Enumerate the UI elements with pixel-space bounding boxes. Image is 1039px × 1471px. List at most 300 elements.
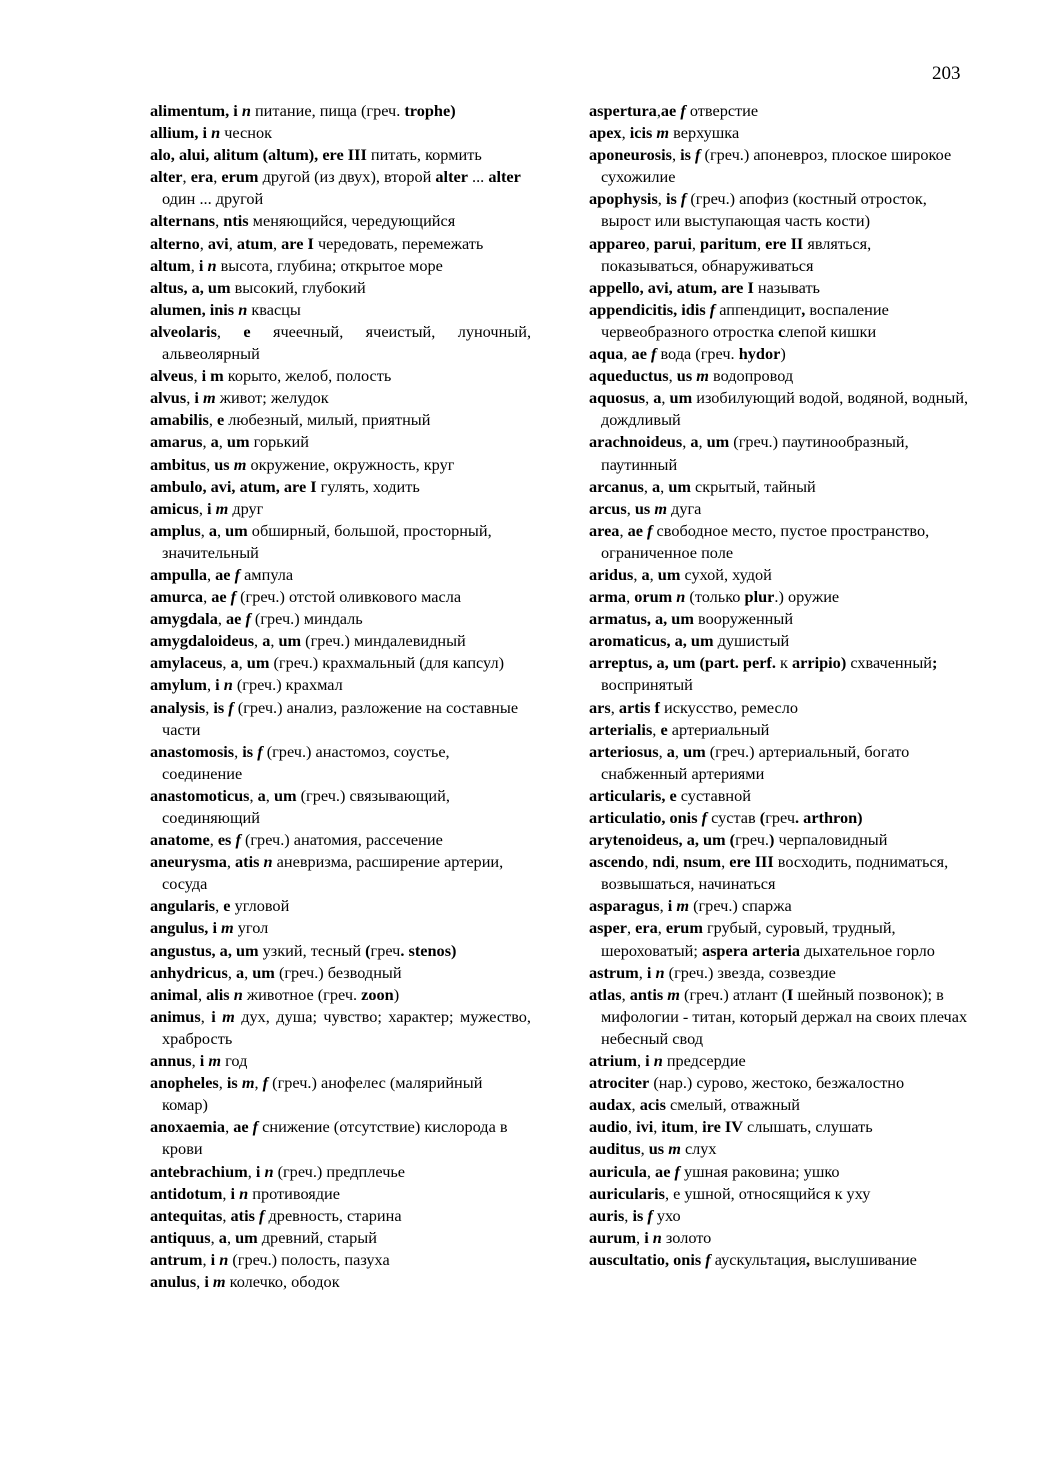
entry-latin-term: anatome bbox=[150, 830, 210, 850]
entry-text: чередовать, перемежать bbox=[313, 233, 484, 253]
entry-text: высота, глубина; открытое море bbox=[216, 255, 443, 275]
dictionary-entry bbox=[589, 1072, 970, 1094]
entry-text: грубый, суровый, трудный, шероховатый; bbox=[601, 918, 896, 960]
entry-latin-term: n bbox=[676, 587, 686, 607]
entry-text: , bbox=[254, 631, 263, 651]
entry-latin-term: alveolaris bbox=[150, 321, 217, 341]
entry-text: ( bbox=[679, 984, 690, 1004]
entry-text: ( bbox=[268, 1073, 278, 1093]
entry-latin-term: m bbox=[202, 388, 216, 408]
entry-text: угловой bbox=[230, 896, 290, 916]
entry-text: восходить, подниматься, возвышаться, начинаться bbox=[601, 852, 949, 894]
entry-latin-term: arachnoideus bbox=[589, 432, 683, 452]
dictionary-entry bbox=[589, 1116, 970, 1138]
entry-latin-term: antiquus bbox=[150, 1227, 211, 1247]
entry-text: отверстие bbox=[685, 101, 759, 120]
entry-text: золото bbox=[661, 1227, 712, 1247]
dictionary-entry bbox=[589, 299, 970, 343]
left-column bbox=[150, 100, 531, 1293]
entry-latin-term: plur bbox=[744, 587, 775, 607]
entry-text: , bbox=[254, 1073, 263, 1093]
entry-latin-term: animal bbox=[150, 984, 198, 1004]
entry-latin-term: alternans bbox=[150, 211, 216, 231]
entry-text: , bbox=[626, 498, 635, 518]
entry-latin-term: f bbox=[259, 1205, 265, 1225]
entry-latin-term: i m bbox=[201, 366, 224, 386]
entry-latin-term: n bbox=[238, 299, 248, 319]
entry-latin-term: f bbox=[257, 741, 263, 761]
dictionary-entry bbox=[589, 122, 970, 144]
entry-text: воспаление червеобразного отростка bbox=[601, 299, 889, 341]
entry-latin-term: f bbox=[252, 1117, 259, 1137]
entry-latin-term: i bbox=[194, 388, 203, 408]
entry-text: ухо bbox=[652, 1205, 681, 1225]
entry-text: животное (греч. bbox=[242, 984, 362, 1004]
entry-text: меняющийся, чередующийся bbox=[248, 211, 456, 231]
entry-text: древность, старина bbox=[264, 1205, 402, 1225]
entry-latin-term: is bbox=[226, 1073, 242, 1093]
dictionary-entry bbox=[589, 984, 970, 1050]
dictionary-entry bbox=[150, 122, 531, 144]
entry-text: , bbox=[636, 1051, 646, 1071]
entry-latin-term: i bbox=[215, 675, 224, 695]
dictionary-entry bbox=[150, 409, 531, 431]
entry-latin-term: ivi bbox=[636, 1117, 654, 1137]
entry-latin-term: amplus bbox=[150, 520, 201, 540]
entry-latin-term: atlas bbox=[589, 984, 622, 1004]
entry-latin-term: ; bbox=[932, 653, 938, 673]
entry-latin-term: m bbox=[696, 366, 709, 386]
entry-latin-term: f bbox=[245, 609, 251, 629]
entry-latin-term: area bbox=[589, 520, 620, 540]
entry-latin-term: arterialis bbox=[589, 719, 653, 739]
entry-text: снижение (отсутствие) кислорода в крови bbox=[162, 1117, 508, 1159]
dictionary-entry bbox=[589, 719, 970, 741]
entry-latin-term: m bbox=[222, 1006, 235, 1026]
entry-text: узкий, тесный bbox=[258, 940, 366, 960]
entry-latin-term: atis bbox=[230, 1205, 260, 1225]
entry-latin-term: f bbox=[262, 1073, 269, 1093]
entry-latin-term: i bbox=[230, 1183, 240, 1203]
entry-text: , bbox=[682, 432, 691, 452]
entry-latin-term: a bbox=[652, 476, 661, 496]
dictionary-entry bbox=[150, 1249, 531, 1271]
entry-latin-term: anastomoticus bbox=[150, 785, 250, 805]
entry-latin-term: um bbox=[225, 520, 248, 540]
entry-text: ( bbox=[664, 962, 675, 982]
entry-text: , bbox=[206, 454, 215, 474]
entry-latin-term: amylum bbox=[150, 675, 207, 695]
entry-latin-term: apex bbox=[589, 123, 622, 143]
dictionary-entry bbox=[589, 829, 970, 851]
entry-text: , bbox=[671, 145, 681, 165]
entry-text: питание, пища (греч. bbox=[250, 101, 405, 120]
entry-text: артериальный bbox=[667, 719, 770, 739]
entry-latin-term: icis bbox=[629, 123, 657, 143]
dictionary-entry bbox=[589, 100, 970, 122]
entry-text: , bbox=[200, 520, 209, 540]
dictionary-entry bbox=[150, 144, 531, 166]
entry-latin-term: aponeurosis bbox=[589, 145, 672, 165]
entry-latin-term: era bbox=[635, 918, 658, 938]
entry-latin-term: is bbox=[213, 697, 229, 717]
dictionary-entry bbox=[589, 144, 970, 188]
entry-text: противоядие bbox=[248, 1183, 340, 1203]
dictionary-entry bbox=[589, 652, 970, 696]
dictionary-entry bbox=[150, 387, 531, 409]
entry-text: , bbox=[652, 719, 661, 739]
entry-text: ( bbox=[228, 1249, 238, 1269]
entry-text: , bbox=[638, 962, 647, 982]
entry-text: дуга bbox=[666, 498, 702, 518]
entry-latin-term: altus, a, um bbox=[150, 277, 231, 297]
entry-text: гулять, ходить bbox=[316, 476, 420, 496]
entry-latin-term: us bbox=[676, 366, 697, 386]
entry-latin-term: auscultatio, onis bbox=[589, 1249, 706, 1269]
entry-latin-term: antequitas bbox=[150, 1205, 223, 1225]
entry-text: , bbox=[218, 1073, 227, 1093]
entry-latin-term: i bbox=[667, 896, 677, 916]
entry-text: греч.) крахмал bbox=[242, 675, 343, 695]
entry-text: , bbox=[270, 631, 279, 651]
entry-latin-term: articulatio, onis bbox=[589, 808, 702, 827]
entry-text: слух bbox=[680, 1139, 717, 1159]
entry-latin-term: um bbox=[273, 785, 297, 805]
entry-latin-term: animus bbox=[150, 1006, 201, 1026]
entry-latin-term: auricula bbox=[589, 1161, 647, 1181]
entry-latin-term: amabilis bbox=[150, 410, 209, 430]
entry-text: греч.) анофелес (малярийный комар) bbox=[162, 1073, 483, 1115]
entry-latin-term: f bbox=[680, 101, 686, 120]
entry-latin-term: i bbox=[645, 1051, 654, 1071]
entry-text: к bbox=[775, 653, 792, 673]
entry-text: , bbox=[207, 564, 216, 584]
entry-text: дух, душа; чувство; характер; мужество, храбрость bbox=[162, 1006, 531, 1048]
entry-latin-term: audio bbox=[589, 1117, 628, 1137]
entry-latin-term: nsum bbox=[683, 852, 722, 872]
entry-text: , bbox=[225, 1117, 234, 1137]
entry-latin-term: n bbox=[233, 984, 243, 1004]
dictionary-entry bbox=[150, 1161, 531, 1183]
entry-latin-term: um bbox=[278, 631, 302, 651]
entry-latin-term: antis bbox=[629, 984, 668, 1004]
dictionary-entry bbox=[150, 1183, 531, 1205]
entry-latin-term: aromaticus, a, um bbox=[589, 631, 714, 651]
entry-latin-term: antebrachium bbox=[150, 1161, 248, 1181]
entry-latin-term: ambulo, avi, atum, are I bbox=[150, 476, 317, 496]
dictionary-entry bbox=[150, 630, 531, 652]
entry-text: (греч.) миндалевидный bbox=[301, 631, 466, 651]
entry-latin-term: arcanus bbox=[589, 476, 644, 496]
entry-latin-term: aneurysma bbox=[150, 852, 227, 872]
entry-text: называть bbox=[753, 277, 820, 297]
entry-text: окружение, окружность, круг bbox=[246, 454, 455, 474]
entry-text: , bbox=[197, 984, 207, 1004]
entry-text: , bbox=[624, 1205, 633, 1225]
entry-text: питать, кормить bbox=[366, 145, 482, 165]
entry-text: ... bbox=[467, 167, 489, 187]
dictionary-entry bbox=[589, 851, 970, 895]
entry-latin-term: arteriosus bbox=[589, 741, 659, 761]
entry-latin-term: alter bbox=[435, 167, 468, 187]
entry-text: , bbox=[644, 852, 653, 872]
entry-latin-term: amylaceus bbox=[150, 653, 223, 673]
entry-latin-term: n bbox=[652, 1227, 662, 1247]
entry-text: ( bbox=[689, 896, 699, 916]
entry-text: обширный, большой, просторный, значительный bbox=[162, 520, 492, 562]
dictionary-entry bbox=[150, 498, 531, 520]
entry-latin-term: ascendo bbox=[589, 852, 645, 872]
entry-latin-term: era bbox=[190, 167, 214, 187]
dictionary-entry bbox=[150, 851, 531, 895]
entry-text: , bbox=[653, 1117, 662, 1137]
entry-latin-term: f bbox=[701, 808, 708, 827]
entry-latin-term: i bbox=[646, 962, 656, 982]
entry-text: греч.) полость, пазуха bbox=[237, 1249, 390, 1269]
entry-latin-term: a bbox=[653, 388, 662, 408]
dictionary-entry bbox=[589, 1205, 970, 1227]
entry-latin-term: n bbox=[211, 123, 221, 143]
entry-latin-term: atrociter bbox=[589, 1073, 650, 1093]
dictionary-entry bbox=[589, 188, 970, 232]
dictionary-entry bbox=[150, 697, 531, 741]
entry-latin-term: erum bbox=[221, 167, 259, 187]
entry-latin-term: f bbox=[647, 520, 653, 540]
dictionary-entry bbox=[150, 741, 531, 785]
entry-text: , bbox=[215, 211, 224, 231]
entry-latin-term: arreptus, a, um (part. perf. bbox=[589, 653, 776, 673]
entry-text: только bbox=[694, 587, 745, 607]
entry-latin-term: a bbox=[218, 1227, 227, 1247]
dictionary-entry bbox=[589, 962, 970, 984]
entry-latin-term: m bbox=[215, 498, 229, 518]
entry-text: черпаловидный bbox=[774, 830, 888, 850]
entry-latin-term: ampulla bbox=[150, 564, 208, 584]
entry-text: , bbox=[619, 520, 628, 540]
entry-latin-term: itum bbox=[661, 1117, 694, 1137]
dictionary-entry bbox=[589, 1094, 970, 1116]
dictionary-entry bbox=[150, 962, 531, 984]
dictionary-entry bbox=[589, 476, 970, 498]
entry-text: , bbox=[610, 697, 619, 717]
entry-latin-term: amygdaloideus bbox=[150, 631, 255, 651]
dictionary-entry bbox=[150, 1271, 531, 1293]
entry-text: ( bbox=[273, 1161, 283, 1181]
entry-latin-term: m bbox=[656, 123, 670, 143]
dictionary-entry bbox=[589, 785, 970, 807]
dictionary-entry bbox=[150, 210, 531, 232]
entry-text: , bbox=[721, 852, 730, 872]
entry-latin-term: m bbox=[233, 454, 247, 474]
entry-latin-term: um bbox=[252, 962, 275, 982]
entry-latin-term: aqua bbox=[589, 344, 624, 364]
entry-latin-term: auditus bbox=[589, 1139, 641, 1159]
entry-latin-term: ae bbox=[627, 520, 648, 540]
entry-latin-term: analysis bbox=[150, 697, 206, 717]
entry-latin-term: ntis bbox=[223, 211, 249, 231]
dictionary-entry bbox=[150, 1072, 531, 1116]
entry-latin-term: artis f bbox=[618, 697, 660, 717]
dictionary-entry bbox=[589, 233, 970, 277]
dictionary-entry bbox=[589, 431, 970, 475]
dictionary-entry bbox=[150, 1205, 531, 1227]
entry-text: , bbox=[202, 1249, 211, 1269]
entry-latin-term: anulus bbox=[150, 1271, 197, 1291]
entry-latin-term: n bbox=[263, 852, 273, 872]
entry-latin-term: alter bbox=[488, 167, 521, 187]
entry-latin-term: audax bbox=[589, 1095, 632, 1115]
entry-text: , bbox=[226, 1227, 236, 1247]
entry-latin-term: a bbox=[230, 653, 239, 673]
dictionary-entry bbox=[150, 1116, 531, 1160]
entry-latin-term: anhydricus bbox=[150, 962, 228, 982]
entry-text: выслушивание bbox=[810, 1249, 917, 1269]
entry-text: (греч.) миндаль bbox=[250, 609, 363, 629]
entry-text: , bbox=[698, 432, 707, 452]
dictionary-entry bbox=[589, 520, 970, 564]
entry-latin-term: m bbox=[667, 984, 680, 1004]
entry-text: , bbox=[209, 830, 218, 850]
entry-latin-term: um bbox=[235, 1227, 258, 1247]
entry-latin-term: atis bbox=[235, 852, 264, 872]
entry-text: аускультация bbox=[710, 1249, 807, 1269]
entry-text: греч.) спаржа bbox=[698, 896, 792, 916]
entry-latin-term: acis bbox=[639, 1095, 666, 1115]
dictionary-entry bbox=[150, 233, 531, 255]
entry-latin-term: amurca bbox=[150, 587, 204, 607]
entry-text: водопровод bbox=[708, 366, 794, 386]
entry-text: любезный, милый, приятный bbox=[224, 410, 431, 430]
entry-latin-term: paritum bbox=[700, 233, 757, 253]
entry-latin-term: aurum bbox=[589, 1227, 637, 1247]
entry-text: , bbox=[656, 101, 661, 120]
entry-latin-term: astrum bbox=[589, 962, 639, 982]
entry-latin-term: avi bbox=[207, 233, 229, 253]
entry-text: аппендицит bbox=[715, 299, 802, 319]
entry-latin-term: i bbox=[644, 1227, 653, 1247]
dictionary-entry bbox=[589, 277, 970, 299]
entry-latin-term: anoxaemia bbox=[150, 1117, 226, 1137]
dictionary-entry bbox=[150, 829, 531, 851]
entry-latin-term: appendicitis, idis bbox=[589, 299, 710, 319]
entry-text: , bbox=[234, 741, 243, 761]
entry-latin-term: zoon bbox=[361, 984, 394, 1004]
entry-text: греч.) предплечье bbox=[283, 1161, 406, 1181]
entry-latin-term: m bbox=[212, 1271, 226, 1291]
dictionary-entry bbox=[589, 1161, 970, 1183]
entry-latin-term: i bbox=[211, 1006, 223, 1026]
entry-text: , bbox=[198, 498, 207, 518]
entry-latin-term: с bbox=[778, 321, 786, 341]
entry-text: (греч.) крахмальный (для капсул) bbox=[269, 653, 505, 673]
entry-latin-term: ) bbox=[768, 830, 775, 850]
entry-latin-term: ambitus bbox=[150, 454, 207, 474]
entry-latin-term: , bbox=[806, 1249, 811, 1269]
entry-text: греч.) атлант ( bbox=[689, 984, 788, 1004]
entry-latin-term: m bbox=[241, 1073, 255, 1093]
entry-latin-term: aquosus bbox=[589, 388, 646, 408]
entry-latin-term: i bbox=[255, 1161, 265, 1181]
entry-text: , bbox=[238, 653, 247, 673]
entry-latin-term: atum bbox=[236, 233, 274, 253]
entry-text: квасцы bbox=[247, 299, 301, 319]
entry-text: вода (греч. bbox=[656, 344, 739, 364]
entry-text: , bbox=[657, 189, 666, 209]
entry-text: , bbox=[222, 1183, 231, 1203]
entry-text: ( bbox=[232, 675, 243, 695]
entry-text: лепой кишки bbox=[785, 321, 877, 341]
entry-latin-term: n bbox=[264, 1161, 274, 1181]
entry-text: , bbox=[621, 123, 630, 143]
entry-latin-term: f bbox=[647, 1205, 653, 1225]
entry-text: , bbox=[215, 896, 224, 916]
dictionary-entry bbox=[589, 630, 970, 652]
entry-latin-term: f bbox=[650, 344, 657, 364]
entry-latin-term: asparagus bbox=[589, 896, 660, 916]
dictionary-entry bbox=[150, 431, 531, 453]
dictionary-entry bbox=[589, 1183, 970, 1205]
entry-text: слышать, слушать bbox=[742, 1117, 873, 1137]
entry-latin-term: n bbox=[239, 1183, 249, 1203]
entry-latin-term: f bbox=[705, 1249, 711, 1269]
entry-text: изобилующий водой, водяной, водный, дождливый bbox=[601, 388, 969, 430]
dictionary-entry bbox=[589, 807, 970, 829]
entry-text: , bbox=[633, 564, 642, 584]
entry-latin-term: e bbox=[216, 410, 225, 430]
entry-latin-term: aqueductus bbox=[589, 366, 669, 386]
entry-text: греч bbox=[370, 940, 401, 960]
entry-latin-term: us bbox=[648, 1139, 669, 1159]
dictionary-entry bbox=[150, 608, 531, 630]
entry-text: , bbox=[691, 233, 700, 253]
entry-latin-term: a bbox=[666, 741, 675, 761]
entry-latin-term: a bbox=[210, 432, 219, 452]
entry-text: чеснок bbox=[220, 123, 273, 143]
entry-latin-term: a bbox=[235, 962, 245, 982]
entry-latin-term: us bbox=[634, 498, 655, 518]
entry-latin-term: m bbox=[208, 1051, 222, 1071]
entry-latin-term: appello, avi, atum, are I bbox=[589, 277, 754, 297]
entry-text: (греч.) отстой оливкового масла bbox=[236, 587, 462, 607]
entry-latin-term: alumen, inis bbox=[150, 299, 239, 319]
entry-text: , bbox=[659, 896, 668, 916]
entry-text: , bbox=[265, 785, 274, 805]
entry-text: год bbox=[221, 1051, 248, 1071]
entry-latin-term: ae bbox=[211, 587, 231, 607]
entry-text: дыхательное горло bbox=[800, 940, 935, 960]
entry-latin-term: n bbox=[223, 675, 233, 695]
entry-text: , bbox=[228, 233, 237, 253]
entry-text: , bbox=[196, 1271, 205, 1291]
entry-latin-term: ( bbox=[365, 940, 371, 960]
entry-text: , bbox=[249, 785, 258, 805]
dictionary-entry bbox=[150, 476, 531, 498]
entry-latin-term: auricularis bbox=[589, 1183, 665, 1203]
entry-text: , bbox=[213, 167, 222, 187]
entry-text: , bbox=[226, 852, 236, 872]
entry-text: древний, старый bbox=[257, 1227, 377, 1247]
entry-latin-term: antrum bbox=[150, 1249, 203, 1269]
entry-latin-term: n bbox=[219, 1249, 229, 1269]
entry-latin-term: arma bbox=[589, 587, 627, 607]
entry-text: верхушка bbox=[669, 123, 740, 143]
dictionary-entry bbox=[589, 365, 970, 387]
entry-text: греч bbox=[765, 808, 796, 827]
entry-text: , bbox=[631, 1095, 640, 1115]
entry-text: предсердие bbox=[662, 1051, 746, 1071]
entry-latin-term: aridus bbox=[589, 564, 634, 584]
entry-text: ) bbox=[393, 984, 400, 1004]
